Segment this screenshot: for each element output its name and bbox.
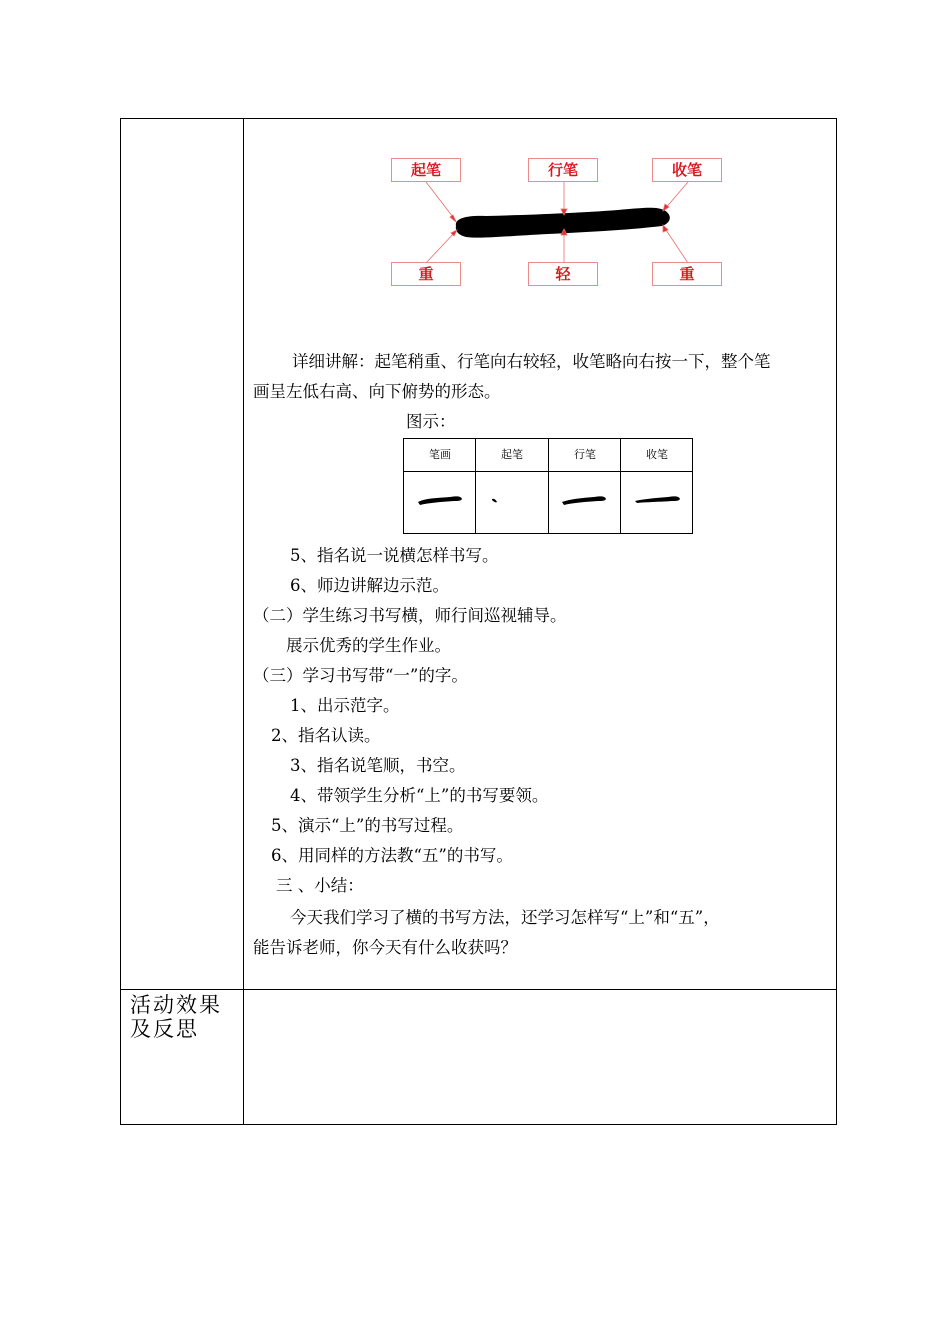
summary-heading: 三 、小结： [276,876,364,895]
table-column-divider [243,118,244,1125]
diagram-label-end: 收笔 [652,158,722,182]
table-border-top [120,118,837,119]
diagram-label-end-pressure: 重 [652,262,722,286]
diagram-label-start-pressure: 重 [391,262,461,286]
explanation-line-2: 画呈左低右高、向下俯势的形态。 [253,382,501,401]
step-line: （二）学生练习书写横，师行间巡视辅导。 [253,606,567,625]
table-border-right [836,118,837,1125]
step-line: 6、师边讲解边示范。 [290,576,449,595]
diagram-label-middle-pressure: 轻 [528,262,598,286]
step-line: 6、用同样的方法教“五”的书写。 [271,846,513,865]
diagram-label-start: 起笔 [391,158,461,182]
diagram-label-middle: 行笔 [528,158,598,182]
figure-header-stroke: 笔画 [429,448,451,461]
section-label-line-2: 及反思 [130,1017,199,1041]
figure-header-start: 起笔 [501,448,523,461]
step-line: 5、指名说一说横怎样书写。 [290,546,499,565]
summary-line-1: 今天我们学习了横的书写方法，还学习怎样写“上”和“五”， [290,908,720,927]
table-row-divider [120,989,837,990]
step-line: 1、出示范字。 [290,696,400,715]
section-label-line-1: 活动效果 [130,993,222,1017]
step-line: 5、演示“上”的书写过程。 [271,816,464,835]
stroke-figure-table [403,438,693,534]
table-border-left [120,118,121,1125]
figure-caption: 图示： [406,412,456,431]
table-border-bottom [120,1124,837,1125]
step-line: 2、指名认读。 [271,726,381,745]
explanation-line-1: 详细讲解：起笔稍重、行笔向右较轻，收笔略向右按一下，整个笔 [292,352,771,371]
step-line: 展示优秀的学生作业。 [286,636,451,655]
figure-header-end: 收笔 [646,448,668,461]
step-line: 4、带领学生分析“上”的书写要领。 [290,786,549,805]
summary-line-2: 能告诉老师，你今天有什么收获吗？ [253,938,517,957]
step-line: 3、指名说笔顺，书空。 [290,756,466,775]
stroke-diagram [388,155,728,290]
step-line: （三）学习书写带“一”的字。 [253,666,468,685]
figure-stroke-samples [404,472,692,534]
activity-reflection-label [130,993,222,1041]
figure-header-middle: 行笔 [574,448,596,461]
